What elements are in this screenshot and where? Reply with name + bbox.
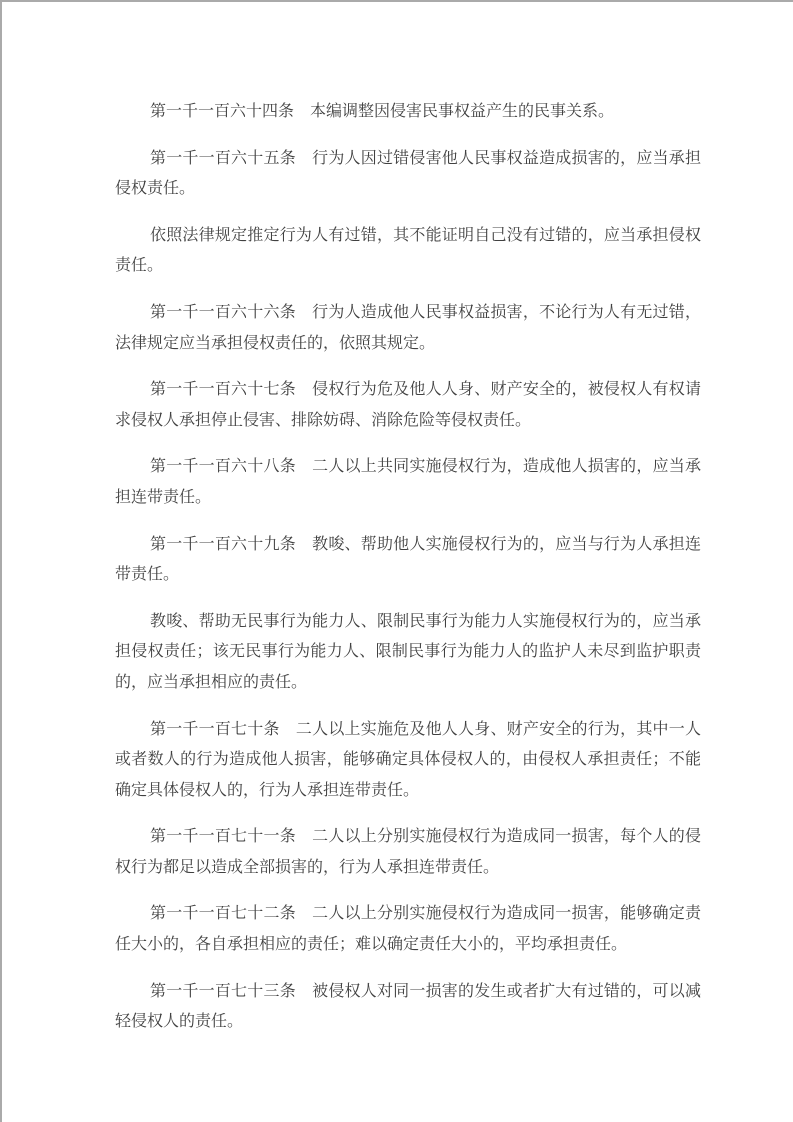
legal-paragraph-1: 第一千一百六十四条 本编调整因侵害民事权益产生的民事关系。 [150, 103, 615, 120]
legal-paragraph-11: 第一千一百七十二条 二人以上分别实施侵权行为造成同一损害，能够确定责任大小的，各自承担相应的责任；难以确定责任大小的，平均承担责任。 [115, 905, 701, 954]
legal-paragraph-8: 教唆、帮助无民事行为能力人、限制民事行为能力人实施侵权行为的，应当承担侵权责任；该无民事行为能力人、限制民事行为能力人的监护人未尽到监护职责的，应当承担相应的责任。 [115, 612, 701, 691]
legal-paragraph-5: 第一千一百六十七条 侵权行为危及他人人身、财产安全的，被侵权人有权请求侵权人承担停止侵害、排除妨碍、消除危险等侵权责任。 [115, 381, 701, 429]
legal-paragraph-2: 第一千一百六十五条 行为人因过错侵害他人民事权益造成损害的，应当承担侵权责任。 [115, 149, 701, 198]
legal-paragraph-3: 依照法律规定推定行为人有过错，其不能证明自己没有过错的，应当承担侵权责任。 [115, 226, 701, 275]
legal-paragraph-7: 第一千一百六十九条 教唆、帮助他人实施侵权行为的，应当与行为人承担连带责任。 [115, 535, 701, 584]
legal-paragraph-10: 第一千一百七十一条 二人以上分别实施侵权行为造成同一损害，每个人的侵权行为都足以造成全部损害的，行为人承担连带责任。 [115, 828, 701, 876]
document-body [115, 97, 701, 1054]
legal-paragraph-12: 第一千一百七十三条 被侵权人对同一损害的发生或者扩大有过错的，可以减轻侵权人的责任。 [115, 982, 701, 1031]
legal-paragraph-6: 第一千一百六十八条 二人以上共同实施侵权行为，造成他人损害的，应当承担连带责任。 [115, 458, 701, 506]
legal-paragraph-4: 第一千一百六十六条 行为人造成他人民事权益损害，不论行为人有无过错，法律规定应当承担侵权责任的，依照其规定。 [115, 303, 701, 352]
legal-paragraph-9: 第一千一百七十条 二人以上实施危及他人人身、财产安全的行为，其中一人或者数人的行为造成他人损害，能够确定具体侵权人的，由侵权人承担责任；不能确定具体侵权人的，行为人承担连带责任。 [115, 720, 701, 799]
